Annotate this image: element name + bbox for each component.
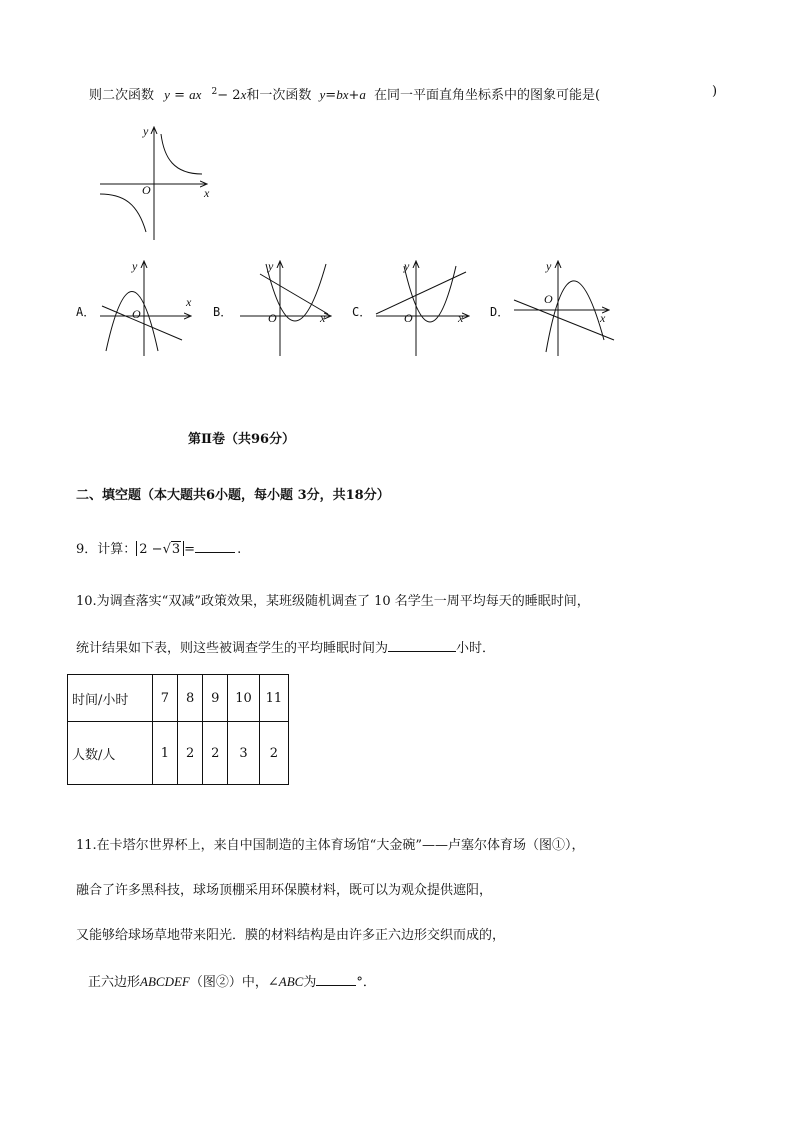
ref-origin-label: O — [142, 183, 151, 197]
table-cell: 10 — [228, 675, 259, 722]
q8-plus: + — [348, 88, 360, 103]
table-cell: 2 — [177, 722, 202, 785]
q9-eq: = — [184, 542, 196, 557]
q11-angle-name: ABC — [278, 974, 304, 989]
part2-title: 第Ⅱ卷（共96分） — [188, 432, 296, 447]
q10-line2 — [76, 639, 495, 657]
a-line — [102, 306, 182, 340]
q8-a: a — [359, 87, 366, 102]
table-cell: 9 — [203, 675, 228, 722]
option-a-letter: A． — [76, 305, 96, 319]
option-d-letter: D． — [490, 305, 510, 319]
c-x-label: x — [458, 311, 464, 325]
q8-and: 和一次函数 — [246, 88, 312, 103]
option-c-letter: C． — [352, 305, 372, 319]
q8-y2: y — [319, 87, 326, 102]
ref-y-label: y — [143, 124, 149, 138]
q10-line1: 10.为调查落实“双减”政策效果，某班级随机调查了 10 名学生一周平均每天的睡眠时间， — [76, 594, 590, 609]
option-a-graph[interactable] — [96, 256, 196, 360]
c-y-label: y — [404, 259, 410, 273]
a-parabola — [106, 292, 158, 352]
q8-minus: − 2 — [217, 88, 241, 103]
q11-line1: 11.在卡塔尔世界杯上，来自中国制造的主体育场馆“大金碗”——卢塞尔体育场（图①）， — [76, 838, 585, 853]
q10-answer-blank[interactable] — [388, 639, 456, 652]
q11-line2: 融合了许多黑科技，球场顶棚采用环保膜材料，既可以为观众提供遮阳， — [76, 883, 493, 898]
q8-bx: bx — [336, 87, 349, 102]
q11-line4-pre: 正六边形 — [88, 975, 141, 990]
q11-hexagon-name: ABCDEF — [140, 974, 190, 989]
q8-x1: x — [240, 87, 247, 102]
section2-title: 二、填空题（本大题共6小题，每小题 3分，共18分） — [76, 488, 390, 503]
q11-line4-wei: 为 — [303, 975, 317, 990]
q9-sqrt-sign: √ — [162, 542, 171, 557]
table-cell: 2 — [259, 722, 288, 785]
table-cell: 8 — [177, 675, 202, 722]
d-y-label: y — [546, 259, 552, 273]
sleep-time-table — [67, 674, 289, 785]
a-origin-label: O — [132, 307, 141, 321]
q9-prefix: 9．计算： — [76, 542, 137, 557]
q8-reference-graph — [94, 122, 224, 242]
ref-hyperbola-lower — [100, 194, 146, 232]
d-origin-label: O — [544, 292, 553, 306]
q11-line3: 又能够给球场草地带来阳光．膜的材料结构是由许多正六边形交织而成的， — [76, 928, 506, 943]
option-b-graph[interactable] — [234, 256, 334, 360]
q8-stem — [89, 84, 600, 104]
table-cell: 1 — [152, 722, 177, 785]
option-b-letter: B． — [213, 305, 233, 319]
ref-x-label: x — [204, 186, 210, 200]
c-origin-label: O — [404, 311, 413, 325]
q11-line4 — [88, 973, 376, 991]
q9-absolute-value — [136, 541, 184, 556]
b-x-label: x — [320, 311, 326, 325]
q9-answer-blank[interactable] — [195, 540, 235, 553]
table-header-cell: 时间/小时 — [68, 675, 153, 722]
q10-line2-post: 小时． — [456, 641, 496, 656]
q8-ax: ax — [189, 87, 202, 102]
c-line — [376, 272, 466, 314]
ref-hyperbola-upper — [161, 134, 202, 174]
d-line — [514, 300, 614, 340]
option-c-graph[interactable] — [372, 256, 476, 360]
q8-eq1: = — [174, 88, 185, 103]
q9 — [76, 540, 241, 558]
q8-stem-post: 在同一平面直角坐标系中的图象可能是( — [374, 88, 601, 103]
b-origin-label: O — [268, 311, 277, 325]
b-y-label: y — [268, 259, 274, 273]
q11-line4-post: °． — [356, 975, 376, 990]
q8-y1: y — [164, 87, 170, 102]
table-cell: 11 — [259, 675, 288, 722]
table-cell: 3 — [228, 722, 259, 785]
q9-radicand: 3 — [171, 542, 181, 557]
b-line — [260, 274, 328, 314]
a-x-label: x — [186, 295, 192, 309]
q9-two: 2 − — [139, 542, 163, 557]
q8-exponent: 2 — [211, 87, 218, 97]
q8-eq2: = — [325, 88, 337, 103]
table-header-cell: 人数/人 — [68, 722, 153, 785]
d-x-label: x — [600, 311, 606, 325]
q8-stem-pre: 则二次函数 — [89, 88, 155, 103]
q10-line2-pre: 统计结果如下表，则这些被调查学生的平均睡眠时间为 — [76, 641, 389, 656]
a-y-label: y — [132, 259, 138, 273]
q8-close-paren: ) — [712, 84, 718, 99]
table-row — [68, 675, 289, 722]
q9-end: . — [237, 542, 242, 557]
option-d-graph[interactable] — [510, 256, 620, 360]
table-row — [68, 722, 289, 785]
q11-answer-blank[interactable] — [316, 973, 356, 986]
q11-line4-mid: （图②）中，∠ — [189, 975, 279, 990]
table-cell: 7 — [152, 675, 177, 722]
table-cell: 2 — [203, 722, 228, 785]
